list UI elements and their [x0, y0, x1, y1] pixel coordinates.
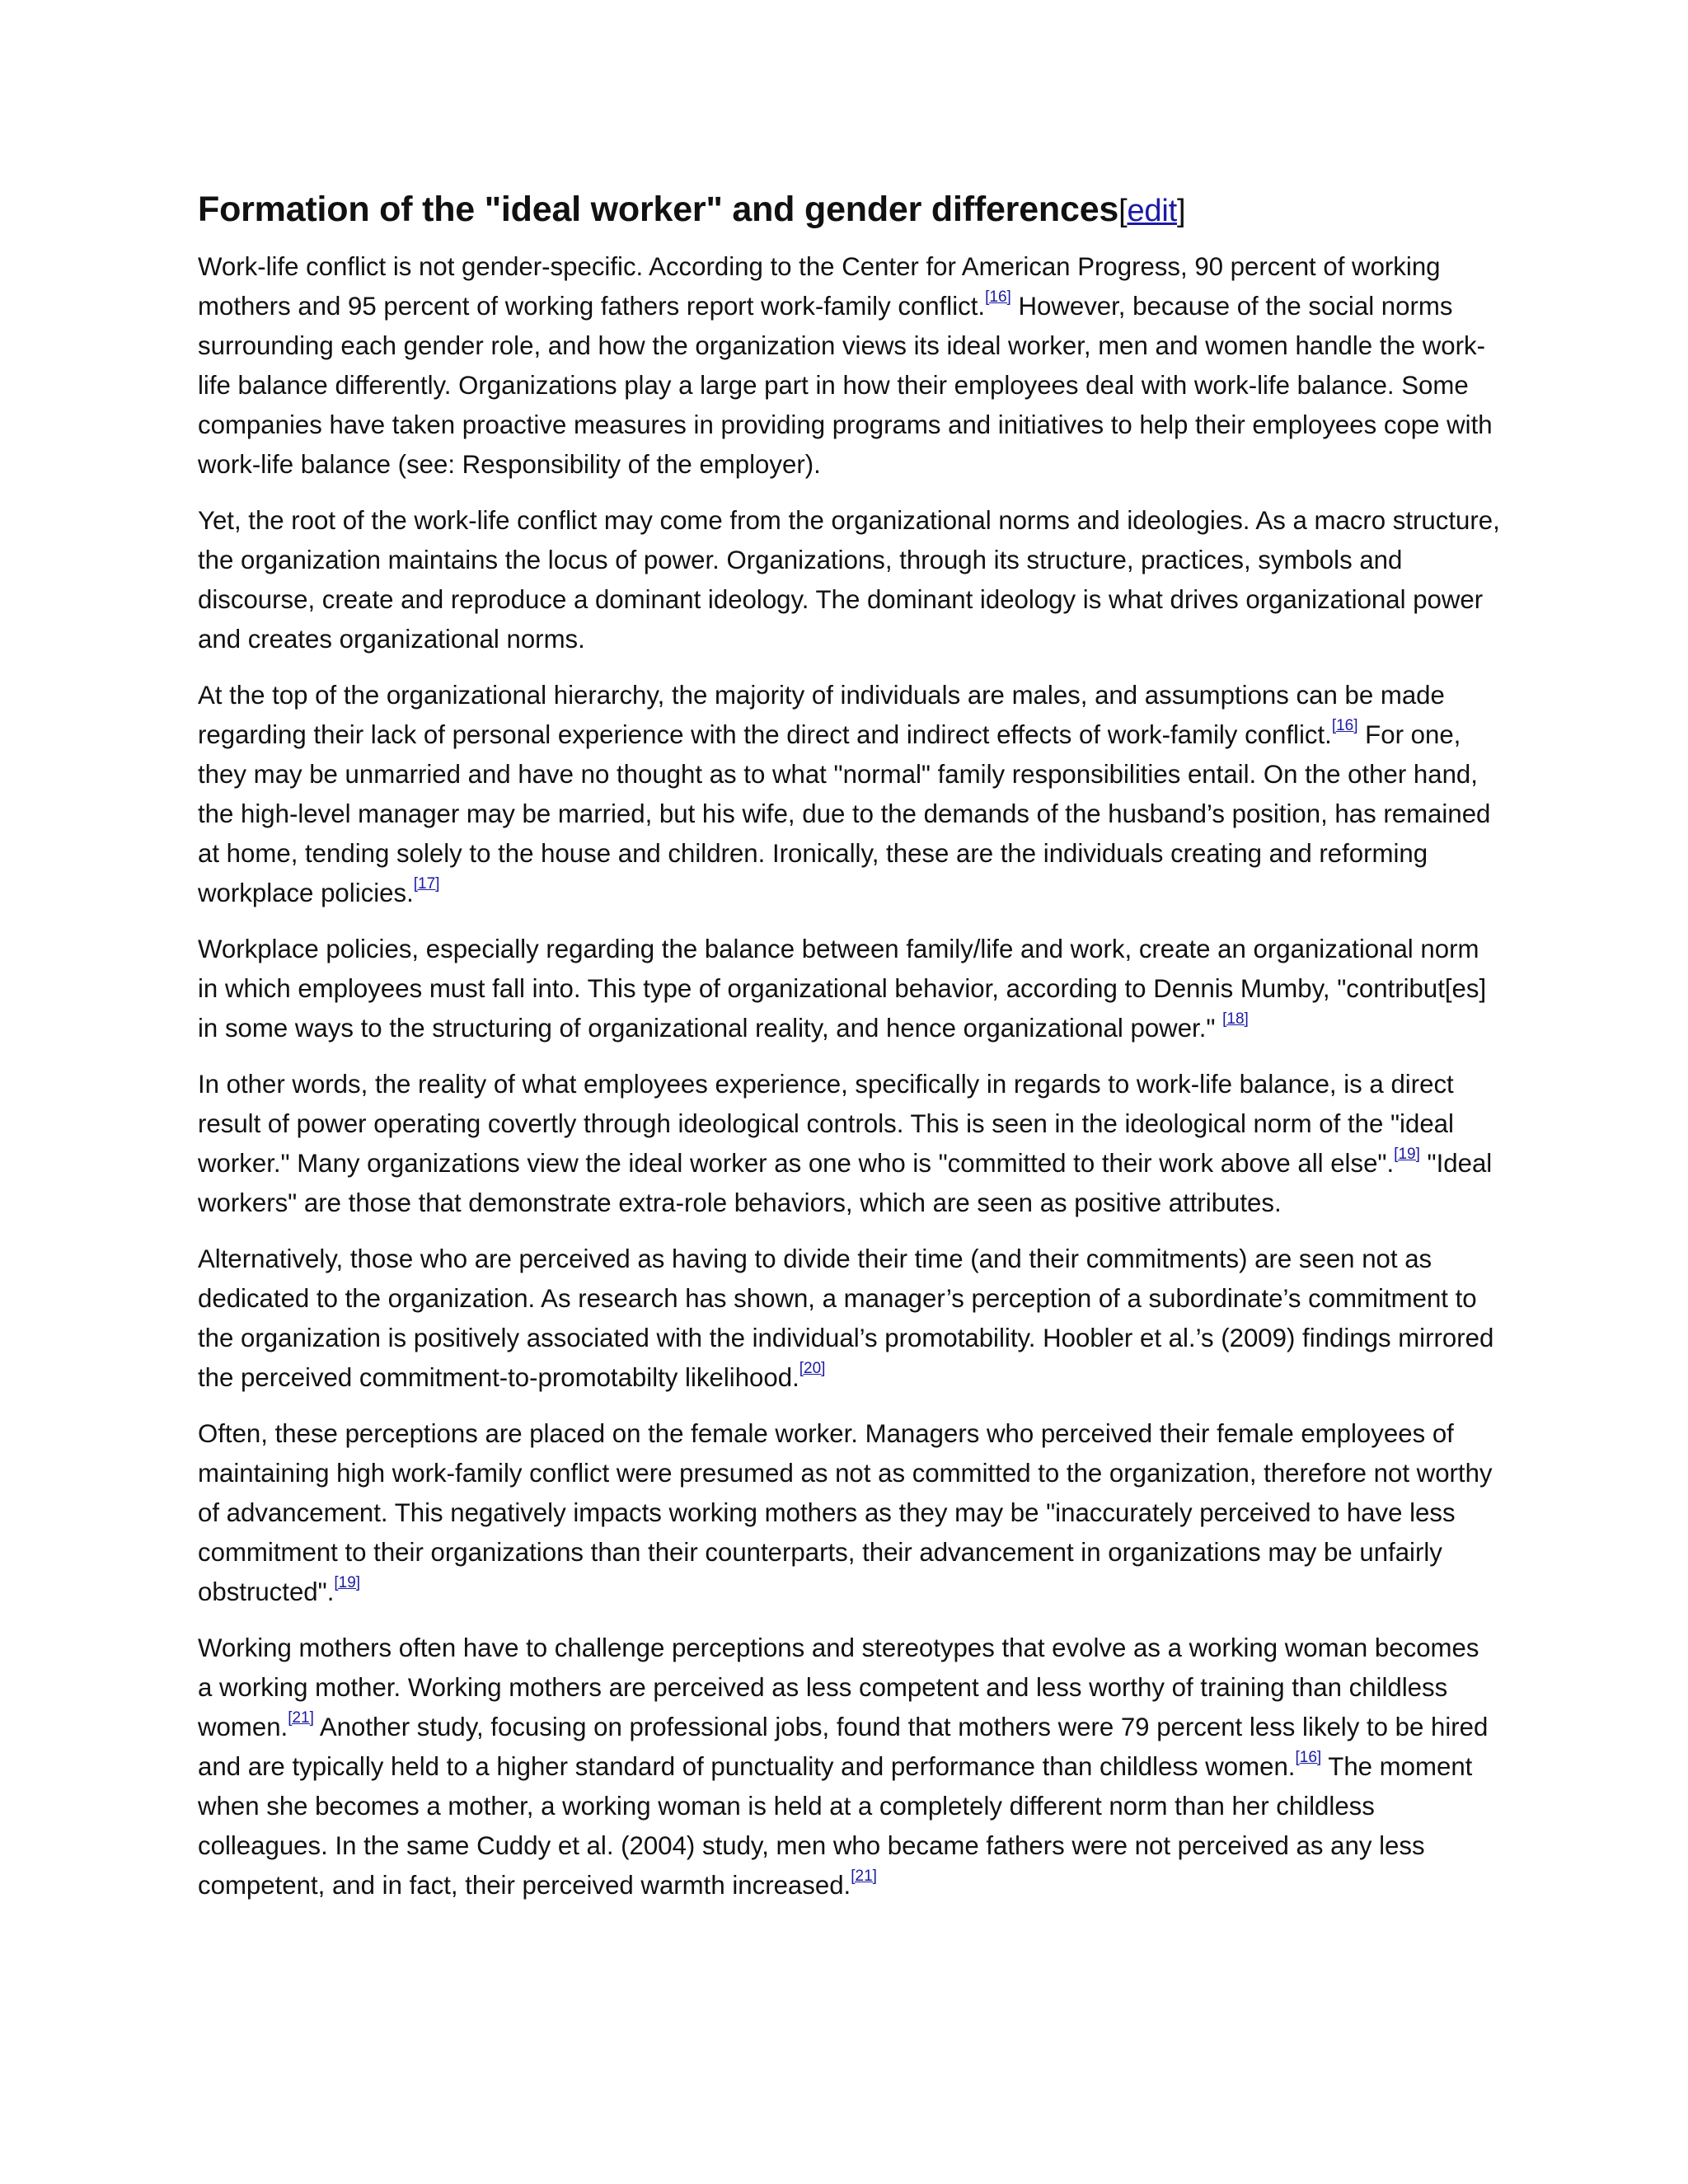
section-body	[198, 247, 1500, 1905]
citation-ref	[1394, 1146, 1420, 1163]
citation-link[interactable]: [21]	[288, 1708, 314, 1727]
paragraph-text: Another study, focusing on professional jobs, found that mothers were 79 percent less likely to be hired and are typically held to a higher standard of punctuality and performance than childless women.	[198, 1712, 1489, 1781]
section-heading-text: Formation of the "ideal worker" and gender differences	[198, 190, 1119, 229]
edit-bracket-open: [	[1118, 194, 1128, 228]
citation-ref	[799, 1360, 826, 1377]
paragraph	[198, 1240, 1500, 1398]
edit-bracket-close: ]	[1176, 194, 1186, 228]
paragraph-text: Yet, the root of the work-life conflict may come from the organizational norms and ideologies. As a macro structure, the organization maintains the locus of power. Organizations, through its structure, practices, symbols and discourse, create and reproduce a dominant ideology. The dominant ideology is what drives organizational power and creates organizational norms.	[198, 505, 1500, 654]
paragraph-text: "Ideal workers" are those that demonstrate extra-role behaviors, which are seen as positive attributes.	[198, 1148, 1493, 1217]
citation-link[interactable]: [16]	[1331, 716, 1358, 734]
citation-link[interactable]: [20]	[799, 1359, 826, 1377]
citation-link[interactable]: [16]	[985, 288, 1011, 306]
paragraph-text: For one, they may be unmarried and have no thought as to what "normal" family responsibilities entail. On the other hand, the high-level manager may be married, but his wife, due to the demands of the husband’s position, has remained at home, tending solely to the house and children. Ironically, these are the individuals creating and reforming workplace policies.	[198, 719, 1491, 907]
paragraph-text: Work-life conflict is not gender-specific. According to the Center for American Progress, 90 percent of working mothers and 95 percent of working fathers report work-family conflict.	[198, 251, 1441, 321]
paragraph	[198, 930, 1500, 1048]
paragraph-text: Often, these perceptions are placed on the female worker. Managers who perceived their female employees of maintaining high work-family conflict were presumed as not as committed to the organization, therefore not worthy of advancement. This negatively impacts working mothers as they may be "inaccurately perceived to have less commitment to their organizations than their counterparts, their advancement in organizations may be unfairly obstructed".	[198, 1418, 1493, 1606]
paragraph	[198, 501, 1500, 659]
paragraph	[198, 1629, 1500, 1905]
edit-link[interactable]: edit	[1127, 194, 1177, 228]
article-section	[198, 188, 1500, 1922]
citation-link[interactable]: [18]	[1222, 1010, 1249, 1028]
citation-ref	[334, 1574, 360, 1591]
citation-link[interactable]: [21]	[851, 1867, 877, 1885]
citation-ref	[1332, 717, 1358, 734]
citation-ref	[1222, 1010, 1249, 1028]
paragraph-text: Workplace policies, especially regarding the balance between family/life and work, create an organizational norm in which employees must fall into. This type of organizational behavior, according to Dennis Mumby, "contribut[es] in some ways to the structuring of organizational reality, and hence organizational power."	[198, 934, 1487, 1043]
paragraph-text: The moment when she becomes a mother, a working woman is held at a completely different norm than her childless colleagues. In the same Cuddy et al. (2004) study, men who became fathers were not perceived as any less competent, and in fact, their perceived warmth increased.	[198, 1751, 1473, 1900]
paragraph-text: At the top of the organizational hierarchy, the majority of individuals are males, and assumptions can be made regarding their lack of personal experience with the direct and indirect effects of work-family conflict.	[198, 680, 1445, 749]
citation-link[interactable]: [19]	[1394, 1145, 1420, 1163]
paragraph	[198, 1414, 1500, 1612]
citation-ref	[985, 288, 1011, 306]
paragraph	[198, 247, 1500, 485]
paragraph-text: In other words, the reality of what employees experience, specifically in regards to work-life balance, is a direct result of power operating covertly through ideological controls. This is seen in the ideological norm of the "ideal worker." Many organizations view the ideal worker as one who is "committed to their work above all else".	[198, 1069, 1454, 1178]
citation-link[interactable]: [16]	[1295, 1748, 1322, 1766]
paragraph-text: However, because of the social norms surrounding each gender role, and how the organization views its ideal worker, men and women handle the work-life balance differently. Organizations play a large part in how their employees deal with work-life balance. Some companies have taken proactive measures in providing programs and initiatives to help their employees cope with work-life balance (see: Responsibility of the employer).	[198, 291, 1493, 479]
citation-link[interactable]: [17]	[413, 874, 440, 893]
paragraph-text: Working mothers often have to challenge perceptions and stereotypes that evolve as a working woman becomes a working mother. Working mothers are perceived as less competent and less worthy of training than childless women.	[198, 1633, 1479, 1741]
citation-ref	[414, 875, 440, 893]
citation-ref	[851, 1868, 877, 1885]
paragraph	[198, 1065, 1500, 1223]
citation-ref	[1295, 1749, 1321, 1766]
citation-ref	[288, 1709, 314, 1727]
paragraph	[198, 676, 1500, 913]
citation-link[interactable]: [19]	[334, 1573, 361, 1591]
section-heading	[198, 188, 1500, 232]
paragraph-text: Alternatively, those who are perceived as having to divide their time (and their commitments) are seen not as dedicated to the organization. As research has shown, a manager’s perception of a subordinate’s commitment to the organization is positively associated with the individual’s promotability. Hoobler et al.’s (2009) findings mirrored the perceived commitment-to-promotabilty likelihood.	[198, 1244, 1494, 1392]
